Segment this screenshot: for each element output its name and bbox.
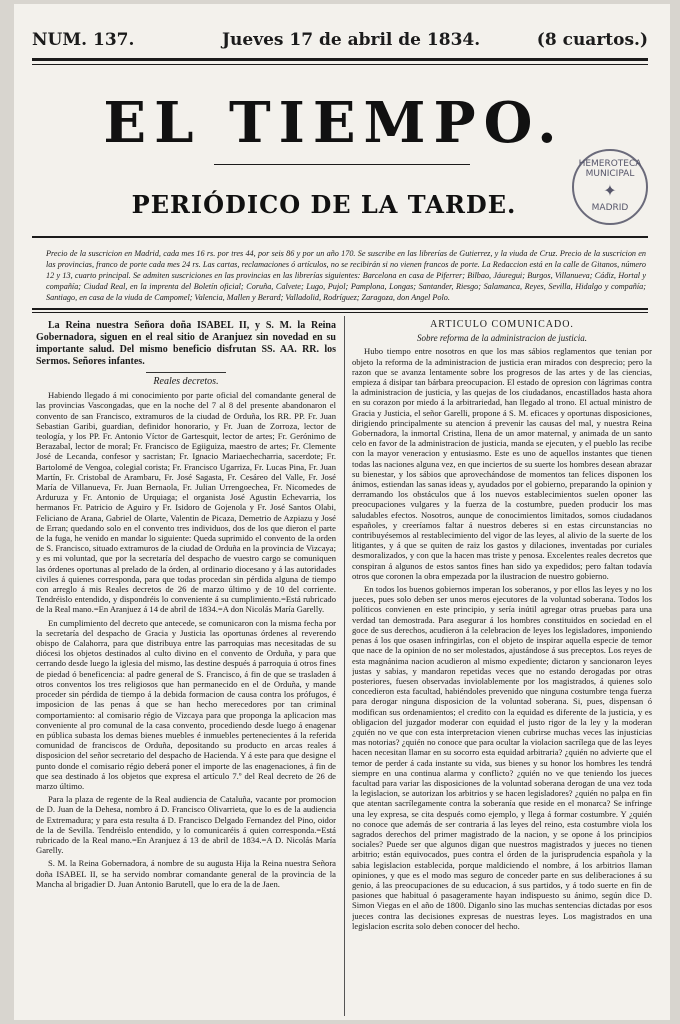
article-heading: ARTÍCULO COMUNICADO.: [430, 320, 574, 330]
royal-health-notice: La Reina nuestra Señora doña ISABEL II, y S. M. la Reina Gobernadora, siguen en el real sitio de Aranjuez sin novedad en su importante salud. Del mismo beneficio disfrutan SS. AA. RR. los Sermos. Señores infantes.: [36, 320, 336, 367]
column-divider: [344, 316, 345, 1016]
top-rule: [32, 58, 648, 61]
title-divider: [214, 164, 470, 165]
section-rule: [146, 372, 226, 373]
subscription-notice: [46, 248, 646, 303]
issue-price: (8 cuartos.): [536, 30, 648, 50]
subscription-text: Precio de la suscricion en Madrid, cada mes 16 rs. por tres 44, por seis 86 y por un año 170. Se suscribe en las librerías de Gutierrez, y la viuda de Cruz. Precio de la suscricion en las provincias, franco de porte cada mes 24 rs. Las cartas, reclamaciones ó artículos, no se recibirán si no vienen francos de porte. La Redaccion está en la calle de Gitanos, número 12 y 13, cuarto principal. Se admiten suscriciones en las provincias en las librerías siguientes: Barcelona en casa de Piferrer; Bilbao, Jáuregui; Burgos, Villanueva; Cádiz, Hortal y compañía; Ciudad Real, en la imprenta del Boletín oficial; Coruña, Calvete; Lugo, Pujol; Pamplona, Longas; Santander, Riesgo; Salamanca, Reyes, Sevilla, Hidalgo y compañía; Santiago, en casa de la viuda de Campomel; Valencia, Mallen y Berard; Valladolid, Rodríguez; Zaragoza, don Angel Polo.: [46, 249, 646, 302]
library-stamp: [572, 149, 648, 225]
left-column: [36, 320, 336, 1016]
newspaper-title: EL TIEMPO.: [103, 90, 565, 156]
article-subheading: Sobre reforma de la administracion de justicia.: [416, 333, 588, 344]
decree-paragraph: Habiendo llegado á mi conocimiento por parte oficial del comandante general de las provincias Vascongadas, que en la noche del 7 al 8 del presente abandonaron el convento de san Francisco, extramuros de la ciudad de Orduña, los RR. PP. Fr. Juan Sebastian Garibi, guardian, definidor honorario, y Fr. Juan de Zorroza, lector de teología, y los PP. Fr. Antonio Víctor de Gartesquit, lector de artes; Fr. Gerónimo de Berazabal, lector de moral; Fr. Francisco de Egiiguiza, maestro de artes; Fr. Clemente José de Lecanda, confesor y sacristan; Fr. Ignacio Mariaechecharria, sacerdote; Fr. Bartolomé de Vengoa, colegial corista; Fr. Francisco Ugarriza, Fr. Lucas Pina, Fr. Juan Martín, Fr. Cristobal de Arambaru, Fr. José Sagasta, Fr. Cesáreo del Valle, Fr. José María de Villanueva, Fr. Juan Bernaola, Fr. Julian Urrengoechea, Fr. Nicomedes de Arduruza y Fr. Antonio de Urquiaga; el organista José Agustin Echevarria, los hermanos Fr. Patricio de Aguiro y Fr. Isidoro de Gojenola y Fr. José Santos Olabi, Feliciano de Arana, Gabriel de Olarte, Valentin de Picaza, Demetrio de Azpiazu y José de Erran; quedando solo en el convento tres individuos, dos de los que dieron el parte de la fuga, he venido en mandar lo siguiente: Queda suprimido el convento de la orden de S. Francisco, situado extramuros de la ciudad de Orduña en la provincia de Vizcaya; y es mi voluntad, que por la secretaría del despacho de vuestro cargo se comuniquen las órdenes oportunas al prelado de la órden, al ordinario diocesano y á las autoridades civiles á quienes corresponda, para que todas procedan sin pérdida alguna de tiempo con arreglo á mis Reales decretos de 26 de marzo último y de 10 del corriente. Tendréislo entendido, y dispondréis lo conveniente á su cumplimiento.=Está rubricado de la Real mano.=En Aranjuez á 14 de abril de 1834.=A don Nicolás María Garelly.: [36, 390, 336, 615]
stamp-emblem-icon: ✦: [603, 181, 617, 200]
stamp-top-text: HEMEROTECA MUNICIPAL: [578, 159, 642, 179]
right-column: [352, 320, 652, 1016]
decree-paragraph: En cumplimiento del decreto que antecede, se comunicaron con la misma fecha por la secretaría del despacho de Gracia y Justicia las oportunas órdenes al reverendo obispo de Calahorra, para que distribuya entre las parroquias mas necesitadas de su diócesi los objetos destinados al culto divino en el convento de Orduña, y para que cerrando desde luego la iglesia del mismo, las destine después á parroquia ú otros fines de piedad ó beneficencia: al padre general de S. Francisco, á fin de que se trasladen á otros conventos los tres religiosos que han permanecido en el de Orduña, y mande proceder sin pérdida de tiempo á la debida formacion de causa contra los prófugos, é imposicion de las penas á que se han hecho merecedores por tan criminal comportamiento: al comisario régio de Vizcaya para que proponga la aplicacion mas conveniente al pro comunal de la casa convento, procediendo desde luego á enagenar en pública subasta los demas bienes muebles é inmuebles pertenecientes á la referida comunidad de franciscos de Orduña, depositando su producto en arcas reales á disposicion del señor secretario del despacho de Hacienda. Y á este para que designe el punto donde el comisario régio deberá poner el importe de las enagenaciones, á fin de que sea destinado á los objetos que expresa el artículo 7.º del Real decreto de 26 de marzo último.: [36, 617, 336, 791]
newspaper-subtitle: PERIÓDICO DE LA TARDE.: [131, 190, 517, 219]
article-paragraph: Hubo tiempo entre nosotros en que los mas sábios reglamentos que tenian por objeto la reforma de la administracion de justicia eran mirados con desprecio; pero la razon que se avanza lentamente sobre los progresos de las artes y de las ciencias, empieza á disipar tan bárbara preocupacion. El estado de opresion con lágrimas contra la administracion de justicia, y las quejas de los ciudadanos, encastillados hasta ahora en su corazon por miedo á la arbitrariedad, han llegado al trono. El actual ministro de Gracia y Justicia, el señor Garelli, propone á S. M. eficaces y oportunas disposiciones, dirigiendo principalmente su atencion á prevenir las causas del mal, y nuestra Reina Gobernadora, la inmortal Cristina, llena de un amor maternal, y animada de un santo celo en favor de la administracion de justicia, manda se ejecuten, y el pueblo las recibe con la mayor veneracion y entusiasmo. Este es uno de aquellos instantes que tienen todas las naciones alguna vez, en que inciertos de su suerte los hombres desean abrazar su bienestar, y los sábios que aprovechándose de momentos tan felices disponen los ánimos, estiendan las sanas ideas y, ayudados por el gobierno, preparando la opinion y derramando los obstáculos que á los nuevos establecimientos suelen oponer las preocupaciones vulgares y la fuerza de la costumbre, pueden producir los mas saludables efectos. Nosotros, aunque de conocimientos limitados, somos ciudadanos españoles, y creeríamos faltar á nuestros deberes si en estas circunstancias no contribuyésemos al restablecimiento del vigor de las leyes, al alivio de la suerte de los litigantes, y á que se quiten de raiz los gastos y dilaciones, inventadas por curiales desmoralizados, y con que la hacen mas triste y penosa. Excelentes reales decretos que conspiran á algunos de estos santos fines han sido ya expedidos; pero faltan todavía otros que coronen la obra empezada por la ilustracion de nuestro gobierno.: [352, 346, 652, 581]
stamp-bottom-text: MADRID: [591, 203, 629, 213]
decree-paragraph: S. M. la Reina Gobernadora, á nombre de su augusta Hija la Reina nuestra Señora doña ISABEL II, se ha servido nombrar comandante general de la provincia de la Mancha al brigadier D. Juan Antonio Barutell, que lo era de la de Jaen.: [36, 858, 336, 889]
notice-rule-bottom: [32, 308, 648, 310]
newspaper-page: [14, 4, 670, 1020]
issue-date: Jueves 17 de abril de 1834.: [222, 30, 481, 50]
decree-paragraph: Para la plaza de regente de la Real audiencia de Cataluña, vacante por promocion de D. Juan de la Dehesa, nombro á D. Francisco Olivarrieta, que lo es de la audiencia de Extremadura; y para esta resulta á D. Francisco Delgado Fernandez del Pino, oidor de la de Sevilla. Tendréislo entendido, y lo comunicaréis á quien corresponda.=Está rubricado de la Real mano.=En Aranjuez á 13 de abril de 1834.=A D. Nicolás María Garelly.: [36, 794, 336, 856]
issue-number: NUM. 137.: [32, 30, 135, 50]
top-rule-thin: [32, 64, 648, 65]
issue-header: [32, 30, 648, 60]
notice-rule-bottom-thin: [32, 312, 648, 313]
section-title-decrees: Reales decretos.: [153, 376, 219, 387]
article-paragraph: En todos los buenos gobiernos imperan los soberanos, y por ellos las leyes y no los jueces, pues solo deben ser unos meros ejecutores de la voluntad soberana. Todos los políticos convienen en este principio, y sería inútil agregar otras pruebas para una verdad tan demostrada. Para asegurar á los hombres constituidos en sociedad en el goce de sus derechos, acudieron á la celebracion de leyes los legisladores, imponiendo penas á los que osasen infringirlas, con el objeto de inspirar aquella especie de temor que nace de la opinion de no ser molestados, ajustándose á sus preceptos. Los reyes de esta magnánima nacion acudieron al mismo expediente; dictaron y sancionaron leyes justas y sabias, y mandaron repetidas veces que no estando derogadas por otras posteriores, fuesen observadas inviolablemente por los magistrados, á quienes solo concedieron esta facultad, habiéndoles prevenido que ninguna costumbre tenga fuerza para derogar ninguna disposicion de la voluntad soberana. Si, pues, dispensan ó modifican sus ordenamientos; el credito con la equidad es diferente de la justicia, y es obligacion del juzgador moderar con equidad el justo rigor de la ley y la moderan ¿quién no ve que con esta interpretacion vienen cubrirse muchas veces las injusticias mas notorias? ¿quién no conoce que para ocultar la violacion sacrílega que de las leyes hacen necesitan llamar en su socorro esta equidad arbitraria? ¿quién no advierte que el temor de perder á cada instante su vida, sus bienes y su honor los hombres les tendrá siempre en una continua alarma y conflicto? ¿quién no ve que teniendo los jueces facultad para variar las disposiciones de la voluntad soberana derogan de una vez toda la legislacion, se autorizan los arbitrios y se hacen legisladores? ¿quién no palpa en fin que atentan sacrílegamente contra la soberanía que reside en el monarca? Se infringe una ley expresa, se cita después como ejemplo, y llega á formar costumbre. Y ¿quién no conoce que además de ser contraria á las leyes del reino, esta costumbre viola los sagrados derechos del primer magistrado de la nacion, y se opone á los principios sociales? Puede ser que algunos digan que nuestros magistrados y jueces no tienen arbitrio; están equivocados, pues contra el órden de la jurisprudencia española y la sabia legislacion establecida, porque maldiciendo el nombre, á los arbitrios llaman opiniones, y que es el modo mas seguro de conceder parte en sus deliberaciones á su genio, á las preocupaciones de su educacion, á sus partidos, y á todo suerte en fin de pasiones que habitual ó pasageramente hayan indispuesto su ánimo, según dice D. Simon Viegas en el año de 1800. Diganlo sino las muchas sentencias dictadas por esos jueces contra las decisiones expresas de nuestras leyes. Los magistrados en una legislacion escrita solo deben conocer del hecho.: [352, 584, 652, 931]
notice-rule-top: [32, 236, 648, 238]
